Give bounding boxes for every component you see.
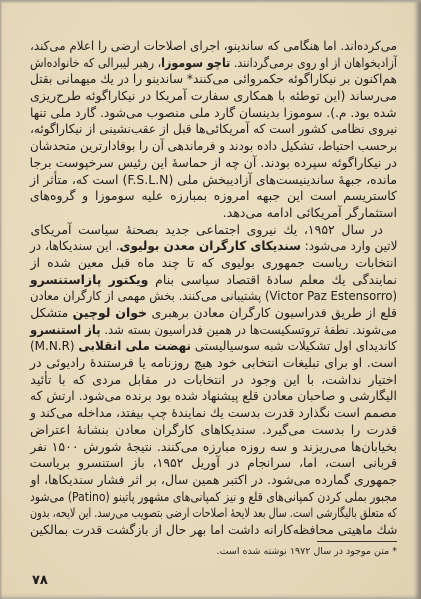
text-run: استثمارگر آمریکائی ادامه می‌دهد.	[222, 204, 397, 220]
text-line	[30, 338, 397, 355]
text-run: (Victor Paz Estensorro) پشتیبانی می‌کنند. بخش مهمی از کارگران معادن	[29, 288, 397, 304]
text-run: می‌شوند. نطفهٔ تروتسکیست‌ها در همین فدراسیون بسته شد.	[100, 321, 397, 337]
text-run: آزادیخواهان از او روی برمی‌گردانند.	[230, 54, 397, 70]
line-text	[30, 255, 397, 272]
line-text	[30, 472, 397, 489]
text-line	[30, 172, 397, 189]
text-run: قلع از طریق فدراسیون کارگران معادن برهبری	[147, 305, 397, 320]
line-text	[30, 172, 397, 189]
text-run: جمهوری گمارده می‌شود. در اکتبر همین سال، بر اثر فشار سندیکاها، او	[30, 471, 397, 487]
text-line	[30, 322, 397, 339]
text-run: می‌رساند (این توطئه با همکاری سفارت آمریکا در نیکاراگوئه طرح‌ریزی	[29, 88, 397, 104]
text-run: نمایندگی یك معلم سادهٔ اقتصاد سیاسی بنام	[148, 271, 397, 287]
line-text	[30, 222, 383, 239]
emphasized-text: خوان لوچین	[72, 305, 148, 320]
line-text	[30, 322, 397, 339]
text-line	[30, 372, 397, 389]
text-line	[30, 88, 397, 105]
text-line	[30, 522, 397, 539]
text-line	[30, 489, 397, 506]
emphasized-text: سندیکای کارگران معدن بولیوی	[119, 238, 301, 254]
text-line	[30, 105, 397, 122]
line-text	[30, 272, 397, 289]
line-text	[30, 288, 397, 305]
line-text	[30, 455, 397, 472]
text-line	[30, 505, 397, 522]
line-text	[30, 388, 397, 405]
text-run: برحسب احتیاط، تشکیل داده بودند و فرماندهی آن را بوفادارترین متحدشان	[29, 138, 397, 154]
text-line	[30, 388, 397, 405]
text-line	[30, 71, 397, 88]
text-run: انتخابات ریاست جمهوری بولیوی که تا چند ماه قبل معین شده از	[30, 254, 397, 270]
line-text	[30, 138, 397, 155]
text-run: متشکل	[30, 305, 73, 320]
emphasized-text: نهضت ملی انقلابی	[78, 338, 192, 354]
line-text	[30, 522, 397, 539]
line-text	[30, 38, 397, 55]
line-text	[30, 489, 397, 506]
line-text	[30, 338, 397, 355]
emphasized-text: پاز استنسرو	[30, 321, 101, 337]
text-line	[30, 405, 397, 422]
page-number: ۷۸	[32, 573, 48, 588]
text-line	[30, 222, 397, 239]
text-run: اختیار نداشت، با این وجود در انتخابات در مقابل مردی که با تأئید	[30, 371, 397, 387]
line-text	[30, 105, 397, 122]
line-text	[30, 71, 397, 88]
text-run: در سال ۱۹۵۲، یك نیروی اجتماعی جدید بصحنهٔ سیاست آمریکای	[30, 221, 383, 237]
text-line	[30, 205, 397, 222]
line-text	[30, 505, 397, 522]
line-text	[30, 372, 397, 389]
text-run: هم‌اکنون بر نیکاراگوئه حکمروائی می‌کنند* ساندینو را در یك میهمانی بقتل	[30, 71, 397, 87]
line-text	[30, 439, 397, 456]
text-run: است. او برای تبلیغات انتخابی خود هیچ روزنامه یا فرستندهٔ رادیوئی در	[29, 355, 397, 371]
text-run: نیروی نظامی کشور است که آمریکائی‌ها قبل از عقب‌نشینی از نیکاراگوئه،	[29, 121, 397, 137]
line-text	[30, 188, 397, 205]
text-run: قدرت را بدست می‌گیرد. سندیکاهای کارگران معادن بنشانهٔ اعتراض	[29, 421, 397, 437]
text-run: در نیکاراگوئه سپرده بودند. آن چه از حماسهٔ این رئیس سرخپوست برجا	[29, 154, 397, 170]
text-run: که متعلق بالیگارشی است. سال بعد لایحهٔ اصلاحات ارضی بتصویب می‌رسد. این لایحه، بدون	[30, 505, 397, 521]
text-run: ، رهبر لیبرالی که خانواده‌اش	[30, 54, 162, 70]
text-run: الیگارشی و صاحبان معادن قلع پیشنهاد شده بود برنده می‌شود. ارتش که	[30, 388, 397, 404]
text-run: لاتین وارد می‌شود:	[300, 238, 397, 254]
line-text	[30, 355, 397, 372]
text-line	[30, 455, 397, 472]
text-line	[30, 288, 397, 305]
line-text	[30, 121, 397, 138]
text-line	[30, 238, 397, 255]
line-text	[30, 155, 397, 172]
text-line	[30, 38, 397, 55]
text-line	[30, 305, 397, 322]
text-line	[30, 255, 397, 272]
footnote: * متن موجود در سال ۱۹۷۲ نوشته شده است.	[216, 546, 397, 557]
text-line	[30, 422, 397, 439]
text-run: مجبور بملی کردن کمپانی‌های قلع و نیز کمپانی‌های مشهور پاتینو (Patino) می‌شود	[29, 488, 397, 504]
text-line	[30, 55, 397, 72]
text-line	[30, 138, 397, 155]
text-line	[30, 355, 397, 372]
line-text	[30, 405, 397, 422]
line-text	[30, 422, 397, 439]
text-run: شك ماهیتی محافظه‌کارانه داشت اما بهر حال از بازگشت قدرت بمالکین	[29, 521, 397, 537]
text-run: مصمم است نگذارد قدرت بدست یك نمایندهٔ چپ بیفتد، مداخله می‌کند و	[30, 405, 397, 421]
text-line	[30, 188, 397, 205]
line-text	[30, 88, 397, 105]
text-run: می‌کرده‌اند. اما هنگامی که ساندینو، اجرای اصلاحات ارضی را اعلام می‌کند،	[30, 38, 397, 53]
emphasized-text: تاچو سوموزا	[161, 54, 231, 70]
line-text	[30, 238, 397, 255]
text-run: مانده، جبههٔ ساندینیست‌های آزادیبخش ملی (F.S.L.N) است که، متأثر از	[29, 171, 397, 187]
footnote-rule	[317, 541, 397, 542]
emphasized-text: ویکتور پازاستنسرو	[29, 271, 149, 287]
text-line	[30, 272, 397, 289]
line-text	[30, 55, 397, 72]
text-run: قربانی است، اما، سرانجام در آوریل ۱۹۵۲، باز استنسرو بریاست	[29, 455, 397, 471]
text-line	[30, 439, 397, 456]
text-run: (M.N.R)	[30, 338, 79, 354]
line-text	[223, 205, 397, 222]
text-run: کاستریسم است این جبهه امروزه بمبارزه علیه سوموزا و گروه‌های	[29, 188, 397, 204]
text-run: بخیابان‌ها می‌ریزند و سه روزه مبارزه می‌کنند. نتیجهٔ شورش ۱۵۰۰ نفر	[30, 438, 397, 454]
text-run: کاندیدای اول تشکیلات شبه سوسیالیستی	[191, 338, 397, 354]
text-run: . این سندیکاها، در	[29, 238, 120, 254]
text-line	[30, 155, 397, 172]
text-line	[30, 472, 397, 489]
text-run: شده بود. م.). سوموزا بدینسان گارد ملی منصوب می‌شود. گارد ملی تنها	[30, 104, 397, 120]
body-text	[30, 38, 397, 539]
line-text	[30, 305, 397, 322]
text-line	[30, 121, 397, 138]
